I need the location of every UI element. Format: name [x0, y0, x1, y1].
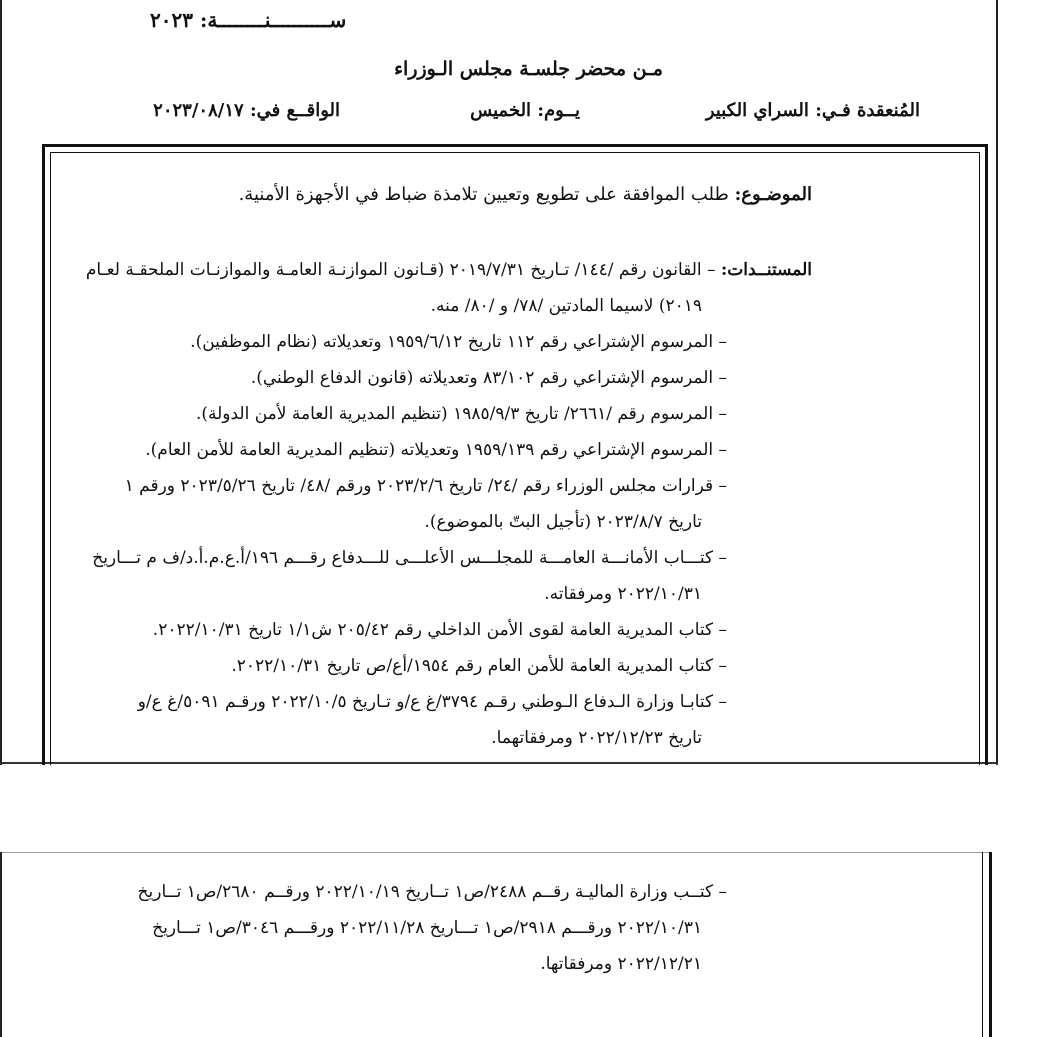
reference-line: – قرارات مجلس الوزراء رقم /٢٤/ تاريخ ٢٠٢٣/٢/٦ ورقم /٤٨/ تاريخ ٢٠٢٣/٥/٢٦ ورقم ١	[124, 476, 727, 496]
reference-line: – كتــب وزارة الماليـة رقــم ٢٤٨٨/ص١ تــاريخ ٢٠٢٢/١٠/١٩ ورقــم ٢٦٨٠/ص١ تــاريخ	[137, 882, 727, 902]
reference-line: ٢٠١٩) لاسيما المادتين /٧٨/ و /٨٠/ منه.	[430, 296, 702, 316]
subject-label: الموضـوع:	[734, 184, 812, 205]
date-label: الواقــع في:	[249, 100, 340, 121]
date-value: ٢٠٢٣/٠٨/١٧	[153, 100, 244, 121]
session-title: مـن محضر جلسـة مجلس الـوزراء	[394, 58, 663, 80]
reference-line: – المرسوم الإشتراعي رقم ٨٣/١٠٢ وتعديلاته (قانون الدفاع الوطني).	[250, 368, 727, 388]
reference-line: ٢٠٢٢/١٠/٣١ ورقـــم ٢٩١٨/ص١ تـــاريخ ٢٠٢٢/١١/٢٨ ورقـــم ٣٠٤٦/ص١ تـــاريخ	[152, 918, 702, 938]
place-value: السراي الكبير	[705, 100, 809, 121]
meta-date	[153, 100, 340, 121]
meta-day	[470, 100, 580, 121]
references-label: المستنــدات:	[720, 260, 812, 280]
page-edge-right	[996, 0, 998, 765]
meta-row	[120, 100, 920, 130]
reference-line: – المرسوم الإشتراعي رقم ١٩٥٩/١٣٩ وتعديلاته (تنظيم المديرية العامة للأمن العام).	[145, 440, 727, 460]
reference-line: – كتابـا وزارة الـدفاع الـوطني رقـم ٣٧٩٤/غ ع/و تـاريخ ٢٠٢٢/١٠/٥ ورقـم ٥٠٩١/غ ع/و	[137, 692, 727, 712]
reference-line: – كتاب المديرية العامة للأمن العام رقم ١٩٥٤/أع/ص تاريخ ٢٠٢٢/١٠/٣١.	[231, 656, 727, 676]
reference-line: تاريخ ٢٠٢٢/١٢/٢٣ ومرفقاتهما.	[491, 728, 702, 748]
reference-text: – القانون رقم /١٤٤/ تـاريخ ٢٠١٩/٧/٣١ (قـانون الموازنـة العامـة والموازنـات الملحقـة لعـام	[85, 260, 716, 280]
reference-line: ٢٠٢٢/١٢/٢١ ومرفقاتها.	[540, 954, 702, 974]
page-edge-left	[0, 0, 2, 765]
references	[52, 252, 812, 756]
page-bottom	[0, 852, 1037, 1037]
day-label: يــوم:	[537, 100, 580, 121]
year-label: ســــــــــنــــــــة:	[199, 8, 347, 32]
place-label: المُنعقدة فـي:	[815, 100, 920, 121]
reference-line: – المرسوم الإشتراعي رقم ١١٢ تاريخ ١٩٥٩/٦/١٢ وتعديلاته (نظام الموظفين).	[190, 332, 727, 352]
year-line	[150, 8, 346, 32]
reference-line	[52, 252, 812, 288]
reference-line: تاريخ ٢٠٢٣/٨/٧ (تأجيل البتّ بالموضوع).	[424, 512, 702, 532]
subject	[239, 184, 812, 205]
year-value: ٢٠٢٣	[150, 8, 193, 32]
subject-text: طلب الموافقة على تطويع وتعيين تلامذة ضباط في الأجهزة الأمنية.	[238, 184, 729, 205]
reference-line: – المرسوم رقم /٢٦٦١/ تاريخ ١٩٨٥/٩/٣ (تنظيم المديرية العامة لأمن الدولة).	[195, 404, 727, 424]
reference-line: – كتاب المديرية العامة لقوى الأمن الداخلي رقم ٢٠٥/٤٢ ش١/١ تاريخ ٢٠٢٢/١٠/٣١.	[152, 620, 727, 640]
meta-place	[706, 100, 920, 121]
reference-line: – كتـــاب الأمانـــة العامـــة للمجلـــس الأعلـــى للـــدفاع رقـــم ١٩٦/أ.ع.م.أ.د/ف م تـــاريخ	[92, 548, 727, 568]
day-value: الخميس	[470, 100, 532, 121]
continuation-references	[52, 874, 812, 982]
reference-line: ٢٠٢٢/١٠/٣١ ومرفقاته.	[544, 584, 702, 604]
